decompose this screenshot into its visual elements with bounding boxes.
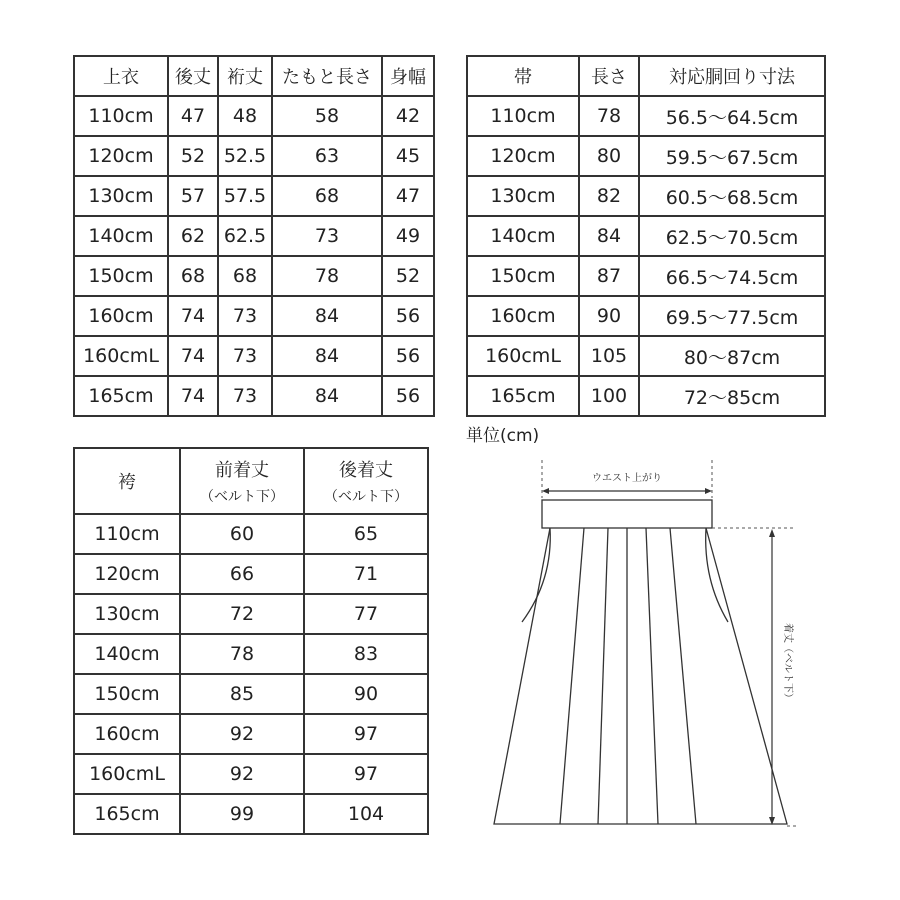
table-cell: 97 <box>304 714 428 754</box>
table-row <box>74 634 428 674</box>
table-cell: 69.5～77.5cm <box>639 296 825 336</box>
table-cell: 110cm <box>467 96 579 136</box>
table-cell: 73 <box>218 296 272 336</box>
table-header-row <box>467 56 825 96</box>
header-cell: 対応胴回り寸法 <box>639 56 825 96</box>
table-cell: 62.5～70.5cm <box>639 216 825 256</box>
table-row <box>467 96 825 136</box>
table-cell: 84 <box>272 336 382 376</box>
table-cell: 52 <box>168 136 218 176</box>
header-cell: 上衣 <box>74 56 168 96</box>
table-cell: 74 <box>168 296 218 336</box>
table-cell: 66.5～74.5cm <box>639 256 825 296</box>
table-cell: 130cm <box>74 176 168 216</box>
table-cell: 78 <box>579 96 639 136</box>
table-cell: 78 <box>272 256 382 296</box>
table-cell: 52 <box>382 256 434 296</box>
table-cell: 160cm <box>74 714 180 754</box>
table-cell: 72 <box>180 594 304 634</box>
table-cell: 73 <box>272 216 382 256</box>
table-cell: 130cm <box>74 594 180 634</box>
table-cell: 56.5～64.5cm <box>639 96 825 136</box>
table-cell: 120cm <box>74 136 168 176</box>
table-cell: 56 <box>382 376 434 416</box>
table-cell: 110cm <box>74 96 168 136</box>
table-row <box>74 714 428 754</box>
hakama-diagram <box>480 450 820 840</box>
table-cell: 165cm <box>74 376 168 416</box>
table-row <box>74 256 434 296</box>
table-cell: 62.5 <box>218 216 272 256</box>
table-row <box>74 594 428 634</box>
table-cell: 74 <box>168 376 218 416</box>
table-cell: 165cm <box>74 794 180 834</box>
table-cell: 71 <box>304 554 428 594</box>
header-sub: （ベルト下） <box>200 489 284 505</box>
header-cell <box>304 448 428 514</box>
table-cell: 63 <box>272 136 382 176</box>
table-row <box>467 256 825 296</box>
waist-label: ウエスト上がり <box>592 473 662 484</box>
table-cell: 74 <box>168 336 218 376</box>
table-row <box>74 96 434 136</box>
table-cell: 77 <box>304 594 428 634</box>
table-row <box>467 296 825 336</box>
header-main: 袴 <box>118 472 136 493</box>
table-row <box>74 514 428 554</box>
table-cell: 140cm <box>74 634 180 674</box>
table-row <box>74 376 434 416</box>
table-cell: 59.5～67.5cm <box>639 136 825 176</box>
table-cell: 84 <box>579 216 639 256</box>
table-cell: 47 <box>382 176 434 216</box>
table-cell: 87 <box>579 256 639 296</box>
table-cell: 140cm <box>74 216 168 256</box>
length-dimension <box>712 528 796 826</box>
table-cell: 84 <box>272 296 382 336</box>
table-cell: 90 <box>579 296 639 336</box>
table-cell: 73 <box>218 376 272 416</box>
unit-note: 単位(cm) <box>466 426 540 446</box>
table-cell: 49 <box>382 216 434 256</box>
table-cell: 160cm <box>467 296 579 336</box>
hakama-outline <box>494 500 787 824</box>
table-row <box>74 216 434 256</box>
table-cell: 57.5 <box>218 176 272 216</box>
table-cell: 48 <box>218 96 272 136</box>
table-cell: 90 <box>304 674 428 714</box>
table-cell: 83 <box>304 634 428 674</box>
header-cell: 後丈 <box>168 56 218 96</box>
table-cell: 92 <box>180 714 304 754</box>
table-row <box>74 794 428 834</box>
table-cell: 47 <box>168 96 218 136</box>
table-cell: 42 <box>382 96 434 136</box>
jacket-size-table <box>73 55 435 417</box>
table-cell: 45 <box>382 136 434 176</box>
table-cell: 85 <box>180 674 304 714</box>
table-row <box>74 754 428 794</box>
header-cell: 長さ <box>579 56 639 96</box>
table-cell: 66 <box>180 554 304 594</box>
table-cell: 82 <box>579 176 639 216</box>
table-cell: 60 <box>180 514 304 554</box>
table-cell: 56 <box>382 336 434 376</box>
table-cell: 58 <box>272 96 382 136</box>
table-cell: 99 <box>180 794 304 834</box>
table-row <box>74 554 428 594</box>
table-cell: 100 <box>579 376 639 416</box>
table-cell: 60.5～68.5cm <box>639 176 825 216</box>
table-cell: 57 <box>168 176 218 216</box>
table-row <box>74 136 434 176</box>
header-main: 前着丈 <box>215 460 269 481</box>
table-cell: 160cmL <box>467 336 579 376</box>
table-cell: 150cm <box>467 256 579 296</box>
table-cell: 52.5 <box>218 136 272 176</box>
header-cell: 身幅 <box>382 56 434 96</box>
table-cell: 92 <box>180 754 304 794</box>
table-row <box>467 136 825 176</box>
table-cell: 150cm <box>74 674 180 714</box>
header-main: 後着丈 <box>339 460 393 481</box>
table-cell: 78 <box>180 634 304 674</box>
table-cell: 120cm <box>74 554 180 594</box>
header-sub: （ベルト下） <box>324 489 408 505</box>
header-cell <box>74 448 180 514</box>
table-cell: 160cmL <box>74 754 180 794</box>
length-label: 着丈（ベルト下） <box>782 623 793 703</box>
table-cell: 68 <box>168 256 218 296</box>
header-cell: 裄丈 <box>218 56 272 96</box>
table-cell: 80～87cm <box>639 336 825 376</box>
table-row <box>467 216 825 256</box>
hakama-size-table <box>73 447 429 835</box>
table-cell: 160cmL <box>74 336 168 376</box>
table-cell: 110cm <box>74 514 180 554</box>
table-cell: 120cm <box>467 136 579 176</box>
table-cell: 130cm <box>467 176 579 216</box>
table-row <box>467 336 825 376</box>
table-row <box>467 376 825 416</box>
table-cell: 97 <box>304 754 428 794</box>
table-row <box>74 336 434 376</box>
table-row <box>74 674 428 714</box>
table-cell: 165cm <box>467 376 579 416</box>
header-cell <box>180 448 304 514</box>
table-cell: 68 <box>272 176 382 216</box>
waist-dimension <box>542 460 712 498</box>
table-cell: 150cm <box>74 256 168 296</box>
header-cell: たもと長さ <box>272 56 382 96</box>
table-cell: 68 <box>218 256 272 296</box>
table-cell: 160cm <box>74 296 168 336</box>
header-cell: 帯 <box>467 56 579 96</box>
table-cell: 62 <box>168 216 218 256</box>
table-cell: 73 <box>218 336 272 376</box>
table-cell: 56 <box>382 296 434 336</box>
table-row <box>467 176 825 216</box>
table-cell: 65 <box>304 514 428 554</box>
table-cell: 72～85cm <box>639 376 825 416</box>
table-cell: 140cm <box>467 216 579 256</box>
table-cell: 80 <box>579 136 639 176</box>
table-cell: 105 <box>579 336 639 376</box>
table-cell: 84 <box>272 376 382 416</box>
table-cell: 104 <box>304 794 428 834</box>
table-row <box>74 296 434 336</box>
table-header-row <box>74 448 428 514</box>
table-row <box>74 176 434 216</box>
table-header-row <box>74 56 434 96</box>
obi-size-table <box>466 55 826 417</box>
